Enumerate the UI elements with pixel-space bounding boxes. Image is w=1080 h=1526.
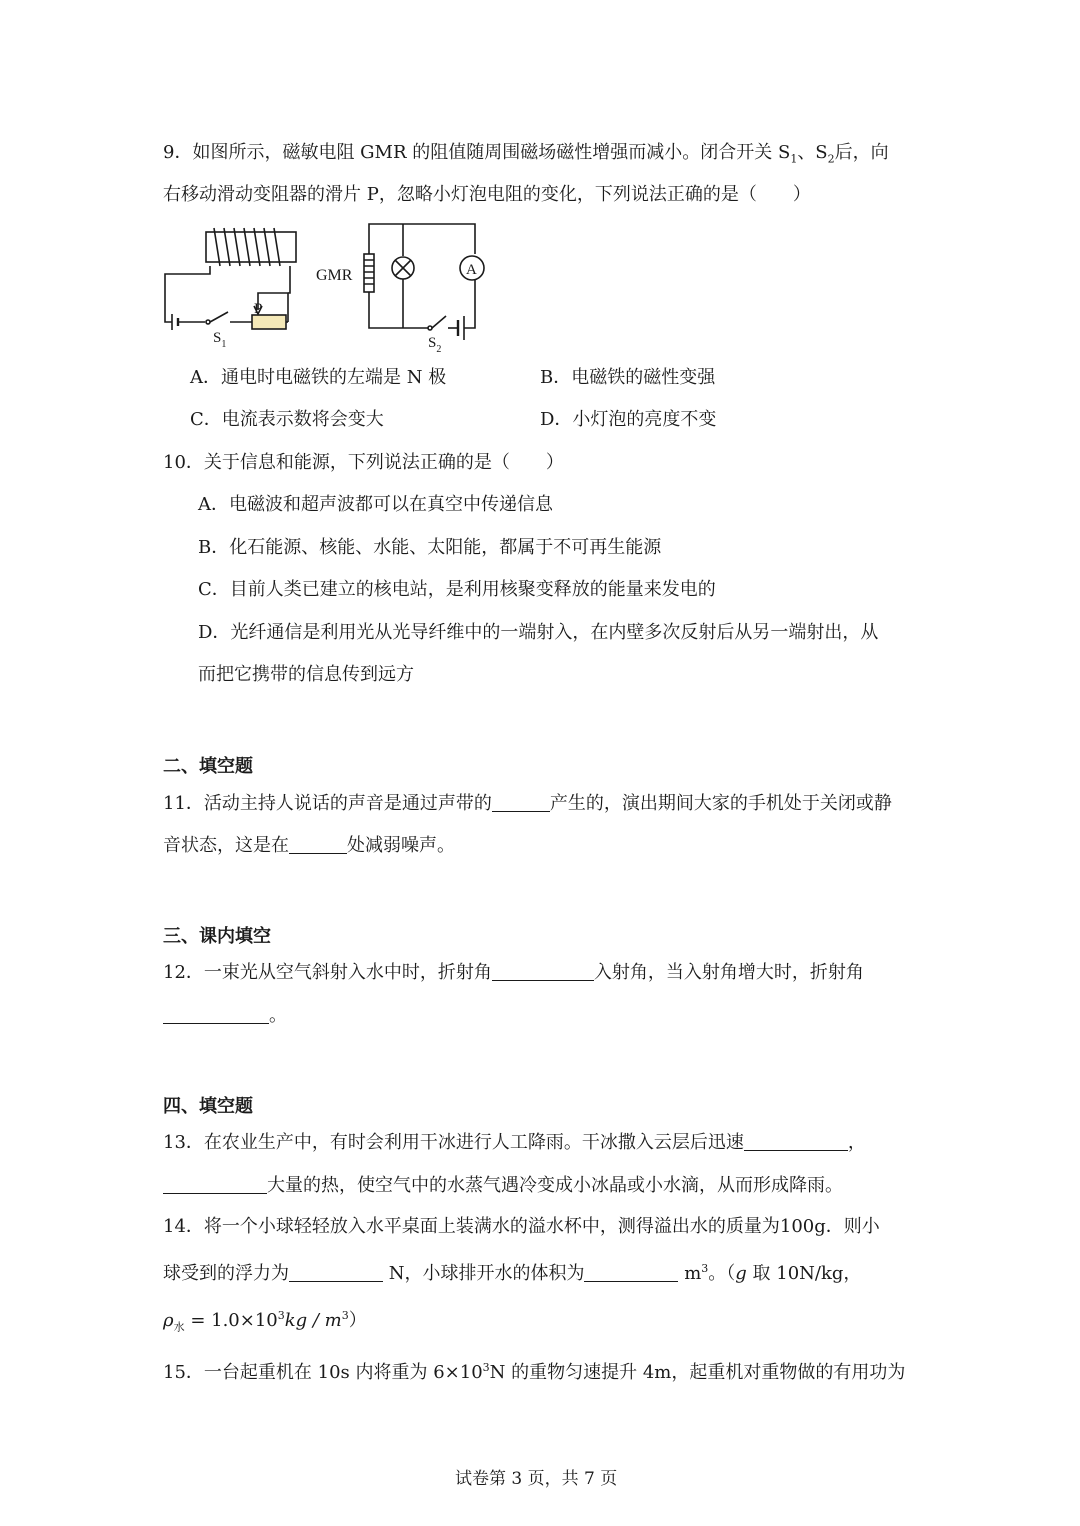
q11-blank-1[interactable] [492, 793, 550, 812]
q10-stem: 10．关于信息和能源，下列说法正确的是（ ） [163, 452, 564, 473]
q12-blank-1[interactable] [492, 962, 594, 981]
q9-option-a: A．通电时电磁铁的左端是 N 极 [190, 367, 447, 388]
electromagnet-core [206, 232, 296, 262]
q11-blank-2[interactable] [289, 835, 347, 854]
s2-label: $S_2$ [428, 335, 442, 355]
q12-blank-2[interactable] [163, 1005, 269, 1024]
q9-option-c: C．电流表示数将会变大 [190, 409, 384, 430]
q14-line3: $\rho_水 = 1.0\times 10^3kg / m^3$） [163, 1309, 367, 1334]
q9-line2: 右移动滑动变阻器的滑片 P，忽略小灯泡电阻的变化，下列说法正确的是（ ） [163, 184, 811, 205]
rheostat [252, 315, 286, 329]
q14-line2: 球受到的浮力为 N，小球排开水的体积为 $m^3$。（g 取 10N/kg， [163, 1262, 862, 1284]
q14-line1: 14．将一个小球轻轻放入水平桌面上装满水的溢水杯中，测得溢出水的质量为100g．则小 [163, 1216, 880, 1237]
q9-option-b: B．电磁铁的磁性变强 [540, 367, 716, 388]
wire-left [165, 266, 210, 322]
section-2-heading: 二、填空题 [163, 756, 253, 777]
switch-s1 [210, 312, 228, 322]
electromagnet-coil [214, 228, 280, 266]
q10-option-a: A．电磁波和超声波都可以在真空中传递信息 [198, 494, 553, 515]
ammeter-label: A [466, 262, 477, 278]
q14-blank-1[interactable] [289, 1263, 383, 1282]
q13-blank-1[interactable] [744, 1132, 848, 1151]
circuit-diagram [150, 220, 510, 360]
switch-s2 [432, 316, 446, 328]
q11-line2: 音状态，这是在 处减弱噪声。 [163, 835, 455, 856]
q10-option-d-line1: D．光纤通信是利用光从光导纤维中的一端射入，在内壁多次反射后从另一端射出，从 [198, 622, 879, 643]
q10-option-d-line2: 而把它携带的信息传到远方 [198, 664, 414, 685]
q9-option-d: D．小灯泡的亮度不变 [540, 409, 717, 430]
q10-option-c: C．目前人类已建立的核电站，是利用核聚变释放的能量来发电的 [198, 579, 716, 600]
q12-line2: 。 [163, 1004, 287, 1028]
q10-option-b: B．化石能源、核能、水能、太阳能，都属于不可再生能源 [198, 537, 662, 558]
q14-mass: 100g [779, 1216, 826, 1237]
q15-line1: 15．一台起重机在 10s 内将重为 $6\times 10^3N$ 的重物匀速提升 4m，起重机对重物做的有用功为 [163, 1361, 906, 1383]
q13-line2: 大量的热，使空气中的水蒸气遇冷变成小冰晶或小水滴，从而形成降雨。 [163, 1174, 843, 1198]
q11-line1: 11．活动主持人说话的声音是通过声带的 产生的，演出期间大家的手机处于关闭或静 [163, 793, 892, 814]
section-3-heading: 三、课内填空 [163, 926, 271, 947]
q12-line1: 12．一束光从空气斜射入水中时，折射角 入射角，当入射角增大时，折射角 [163, 962, 864, 983]
q9-line1: 9．如图所示，磁敏电阻 GMR 的阻值随周围磁场磁性增强而减小。闭合开关 $S_1$、$S_2$后，向 [163, 142, 889, 166]
q13-line1: 13．在农业生产中，有时会利用干冰进行人工降雨。干冰撒入云层后迅速 ， [163, 1132, 866, 1153]
gmr-label: GMR [316, 267, 353, 284]
s1-label: $S_1$ [213, 330, 227, 350]
page-footer: 试卷第 3 页，共 7 页 [455, 1469, 618, 1489]
p-label: P [254, 301, 263, 317]
q14-blank-2[interactable] [584, 1263, 678, 1282]
section-4-heading: 四、填空题 [163, 1096, 253, 1117]
q13-blank-2[interactable] [163, 1175, 267, 1194]
